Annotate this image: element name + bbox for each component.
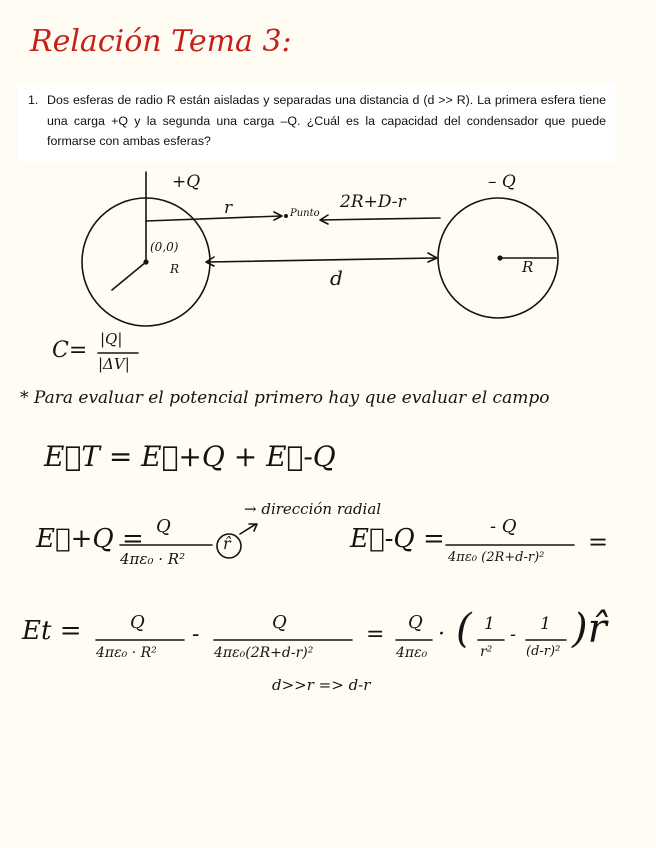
eq-plus-lhs: E⃗+Q = — [36, 524, 144, 554]
capacitance-lhs: C= — [52, 338, 88, 363]
distance-arrow — [320, 215, 440, 224]
r-arrow — [146, 212, 282, 221]
et-inner-minus: - — [510, 624, 517, 645]
et-inner-denominator-1: r² — [480, 644, 493, 660]
eq-minus-equals: = — [588, 528, 609, 556]
eq-minus-lhs: E⃗-Q = — [350, 524, 445, 554]
et-paren-open: ( — [456, 606, 472, 652]
eq-plus-numerator: Q — [156, 516, 171, 537]
capacitance-denominator: |ΔV| — [98, 355, 130, 373]
distance-d-label: d — [330, 266, 343, 290]
r-label: r — [224, 198, 233, 218]
et-numerator-3: Q — [408, 612, 423, 633]
et-numerator-2: Q — [272, 612, 287, 633]
et-inner-numerator-1: 1 — [484, 614, 495, 634]
et-inner-denominator-2: (d-r)² — [526, 644, 561, 659]
et-equals: = — [366, 622, 385, 647]
eq-minus-denominator: 4πε₀ (2R+d-r)² — [448, 550, 545, 565]
distance-right-label: 2R+D-r — [340, 192, 406, 212]
et-numerator-1: Q — [130, 612, 145, 633]
radius-line — [112, 262, 146, 290]
radius-right-label: R — [522, 258, 534, 276]
origin-label: (0,0) — [150, 240, 179, 254]
charge-right-label: – Q — [488, 172, 516, 192]
eq-plus-denominator: 4πε₀ · R² — [120, 550, 186, 568]
field-total-equation: E⃗T = E⃗+Q + E⃗-Q — [44, 440, 336, 473]
point-label: Punto — [290, 208, 320, 219]
et-denominator-2: 4πε₀(2R+d-r)² — [214, 645, 314, 661]
d-arrow — [206, 253, 437, 266]
charge-left-label: +Q — [172, 172, 201, 192]
et-minus-sign: - — [192, 622, 200, 647]
radius-left-label: R — [170, 262, 180, 276]
eq-minus-numerator: - Q — [490, 516, 517, 537]
point-dot — [284, 214, 288, 218]
radial-arrow — [240, 524, 257, 534]
et-inner-numerator-2: 1 — [540, 614, 551, 634]
center-dot-right — [497, 255, 502, 260]
approximation-note: d>>r => d-r — [272, 676, 371, 694]
et-paren-close: )r̂ — [572, 606, 607, 652]
radial-hat: r̂ — [223, 534, 231, 553]
radial-note: → dirección radial — [244, 500, 382, 518]
et-dot: · — [438, 622, 445, 647]
et-denominator-3: 4πε₀ — [396, 645, 428, 661]
page-title: Relación Tema 3: — [30, 24, 292, 59]
problem-body: Dos esferas de radio R están aisladas y separadas una distancia d (d >> R). La primera esfera tiene una carga +Q y la segunda una carga –Q. ¿Cuál es la capacidad del condensador que puede formarse con ambas esferas? — [47, 93, 606, 148]
capacitance-numerator: |Q| — [100, 330, 123, 348]
et-lhs: Et = — [22, 616, 82, 646]
potential-note: * Para evaluar el potencial primero hay que evaluar el campo — [20, 388, 550, 408]
center-dot-left — [143, 259, 148, 264]
problem-number: 1. — [28, 93, 39, 107]
et-denominator-1: 4πε₀ · R² — [96, 645, 157, 661]
